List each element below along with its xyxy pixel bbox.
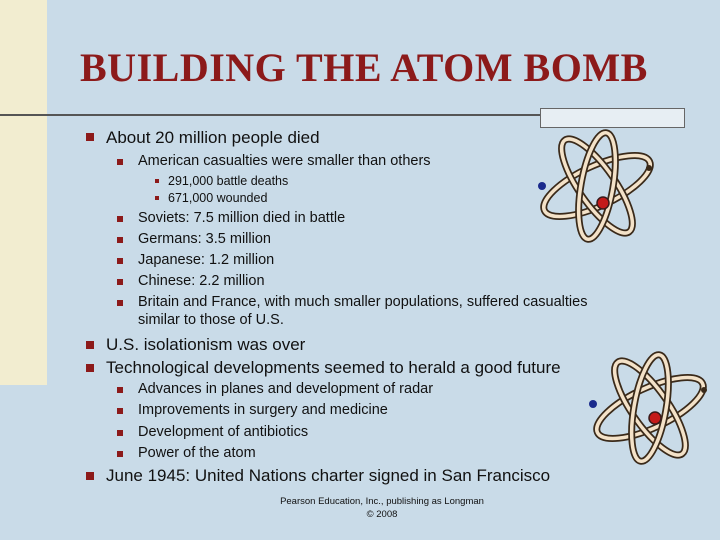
bullet-text: Development of antibiotics — [138, 424, 309, 440]
bullet-text: June 1945: United Nations charter signed in San Francisco — [106, 466, 551, 485]
bullet-marker — [155, 179, 159, 183]
footer-copyright: © 2008 — [366, 509, 398, 520]
bullet-marker — [117, 258, 123, 264]
bullet-text: Japanese: 1.2 million — [138, 252, 275, 268]
bullet-text: Chinese: 2.2 million — [138, 273, 265, 289]
bullet-marker — [86, 472, 94, 480]
bullet-marker — [117, 159, 123, 165]
bullet-marker — [117, 408, 123, 414]
bullet-text: Soviets: 7.5 million died in battle — [138, 210, 346, 226]
bullet-text: U.S. isolationism was over — [106, 335, 306, 354]
bullet-text: Improvements in surgery and medicine — [138, 402, 388, 418]
bullet-text: Britain and France, with much smaller populations, suffered casualties — [138, 294, 588, 310]
bullet-marker — [86, 133, 94, 141]
bullet-marker — [86, 364, 94, 372]
bullet-marker — [86, 341, 94, 349]
bullet-text: Germans: 3.5 million — [138, 231, 271, 247]
bullet-marker — [117, 451, 123, 457]
bullet-text: 291,000 battle deaths — [168, 174, 289, 188]
bullet-text-continuation: similar to those of U.S. — [138, 312, 284, 328]
bullet-text: About 20 million people died — [106, 128, 320, 147]
bullet-text: Technological developments seemed to herald a good future — [106, 358, 561, 377]
bullet-marker — [117, 279, 123, 285]
atom-icon — [532, 128, 662, 243]
atom-icon — [585, 348, 715, 466]
bullet-marker — [117, 430, 123, 436]
bullet-text: American casualties were smaller than others — [138, 153, 431, 169]
bullet-marker — [117, 387, 123, 393]
bullet-text: 671,000 wounded — [168, 191, 268, 205]
bullet-marker — [117, 237, 123, 243]
bullet-marker — [117, 216, 123, 222]
footer-publisher: Pearson Education, Inc., publishing as Longman — [280, 496, 484, 507]
bullet-text: Power of the atom — [138, 445, 256, 461]
slide-title: BUILDING THE ATOM BOMB — [80, 45, 648, 90]
footer-credit — [232, 495, 532, 521]
title-divider-box — [540, 108, 685, 128]
bullet-marker — [155, 196, 159, 200]
bullet-marker — [117, 300, 123, 306]
bullet-text: Advances in planes and development of radar — [138, 381, 434, 397]
left-accent-band — [0, 0, 47, 385]
